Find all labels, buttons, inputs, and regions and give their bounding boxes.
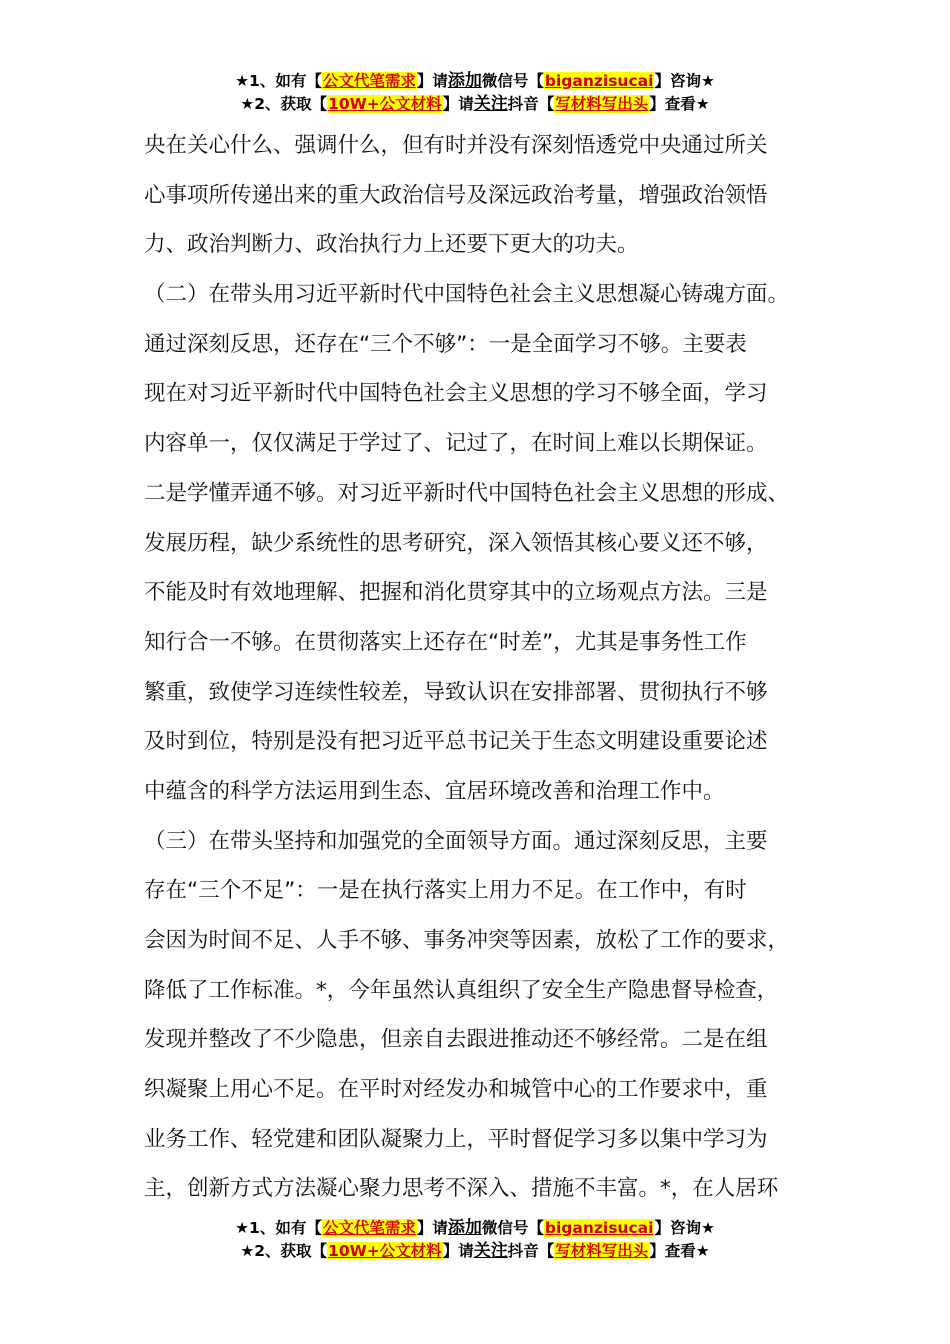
highlight-materials: 10W+公文材料	[328, 1242, 442, 1260]
header-promo-banner	[0, 70, 950, 116]
body-line: 繁重，致使学习连续性较差，导致认识在安排部署、贯彻执行不够	[144, 679, 768, 705]
promo-line-2: ★2、获取【10W+公文材料】请关注抖音【写材料写出头】查看★	[240, 1241, 710, 1261]
body-line: 心事项所传递出来的重大政治信号及深远政治考量，增强政治领悟	[144, 182, 768, 208]
body-line: 发展历程，缺少系统性的思考研究，深入领悟其核心要义还不够，	[144, 530, 768, 556]
section-heading-2: （二）在带头用习近平新时代中国特色社会主义思想凝心铸魂方面。	[144, 282, 790, 308]
body-line: 及时到位，特别是没有把习近平总书记关于生态文明建设重要论述	[144, 729, 768, 755]
highlight-wechat-id: biganzisucai	[544, 1219, 654, 1237]
highlight-materials: 10W+公文材料	[328, 95, 442, 113]
promo-line-2: ★2、获取【10W+公文材料】请关注抖音【写材料写出头】查看★	[240, 94, 710, 114]
section-heading-3: （三）在带头坚持和加强党的全面领导方面。通过深刻反思，主要	[144, 828, 768, 854]
body-line: 中蕴含的科学方法运用到生态、宜居环境改善和治理工作中。	[144, 778, 725, 804]
highlight-service: 公文代笔需求	[322, 72, 416, 90]
body-line: 存在“三个不足”：一是在执行落实上用力不足。在工作中，有时	[144, 878, 747, 904]
body-line: 知行合一不够。在贯彻落实上还存在“时差”，尤其是事务性工作	[144, 629, 747, 655]
highlight-douyin-account: 写材料写出头	[555, 95, 649, 113]
body-line: 降低了工作标准。*，今年虽然认真组织了安全生产隐患督导检查，	[144, 977, 779, 1003]
footer-promo-banner	[0, 1217, 950, 1263]
body-line: 内容单一，仅仅满足于学过了、记过了，在时间上难以长期保证。	[144, 431, 768, 457]
body-line: 会因为时间不足、人手不够、事务冲突等因素，放松了工作的要求，	[144, 928, 790, 953]
body-line: 织凝聚上用心不足。在平时对经发办和城管中心的工作要求中，重	[144, 1077, 768, 1103]
body-line: 业务工作、轻党建和团队凝聚力上，平时督促学习多以集中学习为	[144, 1126, 768, 1152]
body-line: 央在关心什么、强调什么，但有时并没有深刻悟透党中央通过所关	[144, 133, 768, 158]
highlight-douyin-account: 写材料写出头	[555, 1242, 649, 1260]
document-body	[144, 121, 834, 1214]
body-line: 现在对习近平新时代中国特色社会主义思想的学习不够全面，学习	[144, 381, 768, 407]
body-line: 通过深刻反思，还存在“三个不够”：一是全面学习不够。主要表	[144, 331, 747, 357]
highlight-service: 公文代笔需求	[322, 1219, 416, 1237]
body-line: 力、政治判断力、政治执行力上还要下更大的功夫。	[144, 232, 639, 258]
body-line: 二是学懂弄通不够。对习近平新时代中国特色社会主义思想的形成、	[144, 480, 790, 506]
promo-line-1: ★1、如有【公文代笔需求】请添加微信号【biganzisucai】咨询★	[235, 1218, 715, 1238]
promo-line-1: ★1、如有【公文代笔需求】请添加微信号【biganzisucai】咨询★	[235, 71, 715, 91]
highlight-wechat-id: biganzisucai	[544, 72, 654, 90]
body-line: 主，创新方式方法凝心聚力思考不深入、措施不丰富。*，在人居环	[144, 1176, 779, 1202]
body-line: 发现并整改了不少隐患，但亲自去跟进推动还不够经常。二是在组	[144, 1027, 768, 1053]
body-line: 不能及时有效地理解、把握和消化贯穿其中的立场观点方法。三是	[144, 580, 768, 606]
